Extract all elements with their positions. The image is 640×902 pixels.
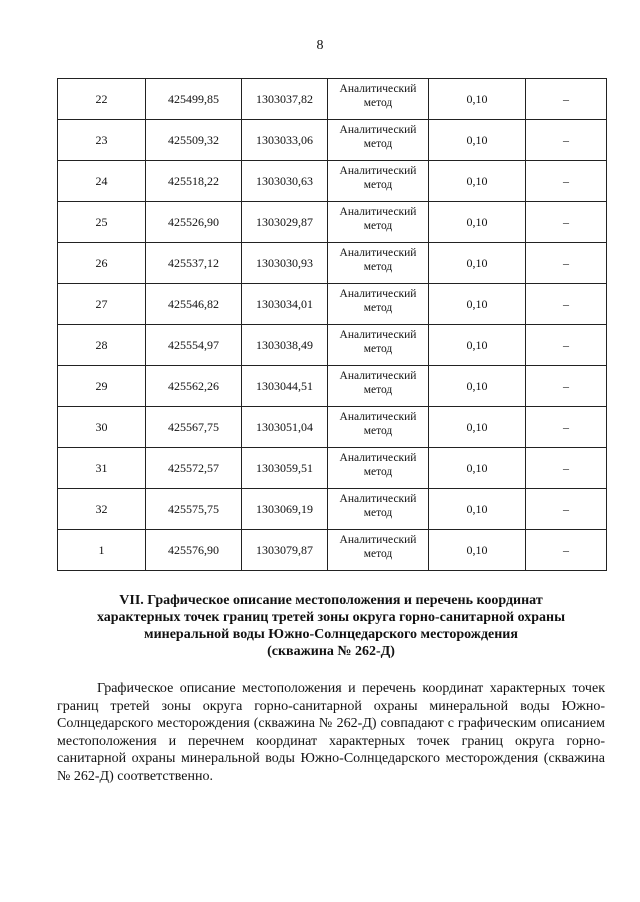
table-row — [58, 489, 607, 530]
y-coordinate-cell: 1303038,49 — [242, 325, 328, 366]
y-coordinate-cell: 1303059,51 — [242, 448, 328, 489]
x-coordinate-cell: 425518,22 — [146, 161, 242, 202]
error-cell: 0,10 — [429, 530, 526, 571]
table-row — [58, 243, 607, 284]
page-number: 8 — [316, 38, 324, 53]
point-number-cell: 1 — [58, 530, 146, 571]
method-text: Аналитический метод — [339, 534, 417, 560]
note-cell: – — [526, 120, 607, 161]
note-cell: – — [526, 243, 607, 284]
y-coordinate-cell: 1303044,51 — [242, 366, 328, 407]
error-cell: 0,10 — [429, 161, 526, 202]
x-coordinate-cell: 425572,57 — [146, 448, 242, 489]
method-cell — [328, 243, 429, 284]
section-heading-line: VII. Графическое описание местоположения и перечень координат — [119, 593, 543, 608]
point-number-cell: 27 — [58, 284, 146, 325]
method-cell — [328, 120, 429, 161]
table-row — [58, 530, 607, 571]
y-coordinate-cell: 1303030,63 — [242, 161, 328, 202]
method-text: Аналитический метод — [339, 452, 417, 478]
note-cell: – — [526, 79, 607, 120]
note-cell: – — [526, 530, 607, 571]
method-cell — [328, 79, 429, 120]
x-coordinate-cell: 425526,90 — [146, 202, 242, 243]
y-coordinate-cell: 1303030,93 — [242, 243, 328, 284]
point-number-cell: 30 — [58, 407, 146, 448]
table-row — [58, 325, 607, 366]
error-cell: 0,10 — [429, 284, 526, 325]
note-cell: – — [526, 202, 607, 243]
error-cell: 0,10 — [429, 202, 526, 243]
error-cell: 0,10 — [429, 79, 526, 120]
method-cell — [328, 448, 429, 489]
section-heading-line: минеральной воды Южно-Солнцедарского месторождения — [144, 627, 518, 642]
section-heading-line: (скважина № 262-Д) — [267, 644, 395, 659]
y-coordinate-cell: 1303051,04 — [242, 407, 328, 448]
point-number-cell: 28 — [58, 325, 146, 366]
note-cell: – — [526, 407, 607, 448]
y-coordinate-cell: 1303069,19 — [242, 489, 328, 530]
table-row — [58, 448, 607, 489]
method-text: Аналитический метод — [339, 329, 417, 355]
note-cell: – — [526, 489, 607, 530]
error-cell: 0,10 — [429, 243, 526, 284]
error-cell: 0,10 — [429, 407, 526, 448]
note-cell: – — [526, 325, 607, 366]
point-number-cell: 31 — [58, 448, 146, 489]
note-cell: – — [526, 161, 607, 202]
point-number-cell: 25 — [58, 202, 146, 243]
y-coordinate-cell: 1303079,87 — [242, 530, 328, 571]
table-row — [58, 202, 607, 243]
y-coordinate-cell: 1303029,87 — [242, 202, 328, 243]
coordinates-table — [57, 78, 607, 571]
x-coordinate-cell: 425576,90 — [146, 530, 242, 571]
x-coordinate-cell: 425546,82 — [146, 284, 242, 325]
method-text: Аналитический метод — [339, 206, 417, 232]
point-number-cell: 24 — [58, 161, 146, 202]
error-cell: 0,10 — [429, 325, 526, 366]
point-number-cell: 26 — [58, 243, 146, 284]
table-row — [58, 120, 607, 161]
x-coordinate-cell: 425537,12 — [146, 243, 242, 284]
section-paragraph: Графическое описание местоположения и перечень координат характерных точек границ третей зоны округа горно-санитарной охраны минеральной воды Южно-Солнцедарского месторождения (скважина № 262-Д) совпадают с графическим описанием местоположения и перечнем координат характерных точек границ округа горно-санитарной охраны минеральной воды Южно-Солнцедарского месторождения (скважина № 262-Д) соответственно. — [57, 681, 605, 784]
point-number-cell: 23 — [58, 120, 146, 161]
method-text: Аналитический метод — [339, 370, 417, 396]
method-text: Аналитический метод — [339, 411, 417, 437]
point-number-cell: 22 — [58, 79, 146, 120]
error-cell: 0,10 — [429, 489, 526, 530]
point-number-cell: 29 — [58, 366, 146, 407]
x-coordinate-cell: 425575,75 — [146, 489, 242, 530]
note-cell: – — [526, 448, 607, 489]
method-cell — [328, 325, 429, 366]
error-cell: 0,10 — [429, 366, 526, 407]
method-text: Аналитический метод — [339, 165, 417, 191]
section-heading — [56, 592, 606, 660]
method-text: Аналитический метод — [339, 124, 417, 150]
x-coordinate-cell: 425499,85 — [146, 79, 242, 120]
method-text: Аналитический метод — [339, 288, 417, 314]
y-coordinate-cell: 1303037,82 — [242, 79, 328, 120]
method-cell — [328, 161, 429, 202]
point-number-cell: 32 — [58, 489, 146, 530]
table-row — [58, 284, 607, 325]
y-coordinate-cell: 1303033,06 — [242, 120, 328, 161]
method-text: Аналитический метод — [339, 247, 417, 273]
x-coordinate-cell: 425554,97 — [146, 325, 242, 366]
method-cell — [328, 530, 429, 571]
x-coordinate-cell: 425562,26 — [146, 366, 242, 407]
method-cell — [328, 407, 429, 448]
x-coordinate-cell: 425509,32 — [146, 120, 242, 161]
method-text: Аналитический метод — [339, 493, 417, 519]
method-cell — [328, 284, 429, 325]
coordinates-table-body — [58, 79, 607, 571]
note-cell: – — [526, 284, 607, 325]
method-cell — [328, 366, 429, 407]
y-coordinate-cell: 1303034,01 — [242, 284, 328, 325]
error-cell: 0,10 — [429, 120, 526, 161]
section-heading-line: характерных точек границ третей зоны округа горно-санитарной охраны — [96, 610, 566, 625]
x-coordinate-cell: 425567,75 — [146, 407, 242, 448]
table-row — [58, 407, 607, 448]
error-cell: 0,10 — [429, 448, 526, 489]
method-cell — [328, 202, 429, 243]
note-cell: – — [526, 366, 607, 407]
table-row — [58, 79, 607, 120]
method-text: Аналитический метод — [339, 83, 417, 109]
method-cell — [328, 489, 429, 530]
table-row — [58, 366, 607, 407]
table-row — [58, 161, 607, 202]
